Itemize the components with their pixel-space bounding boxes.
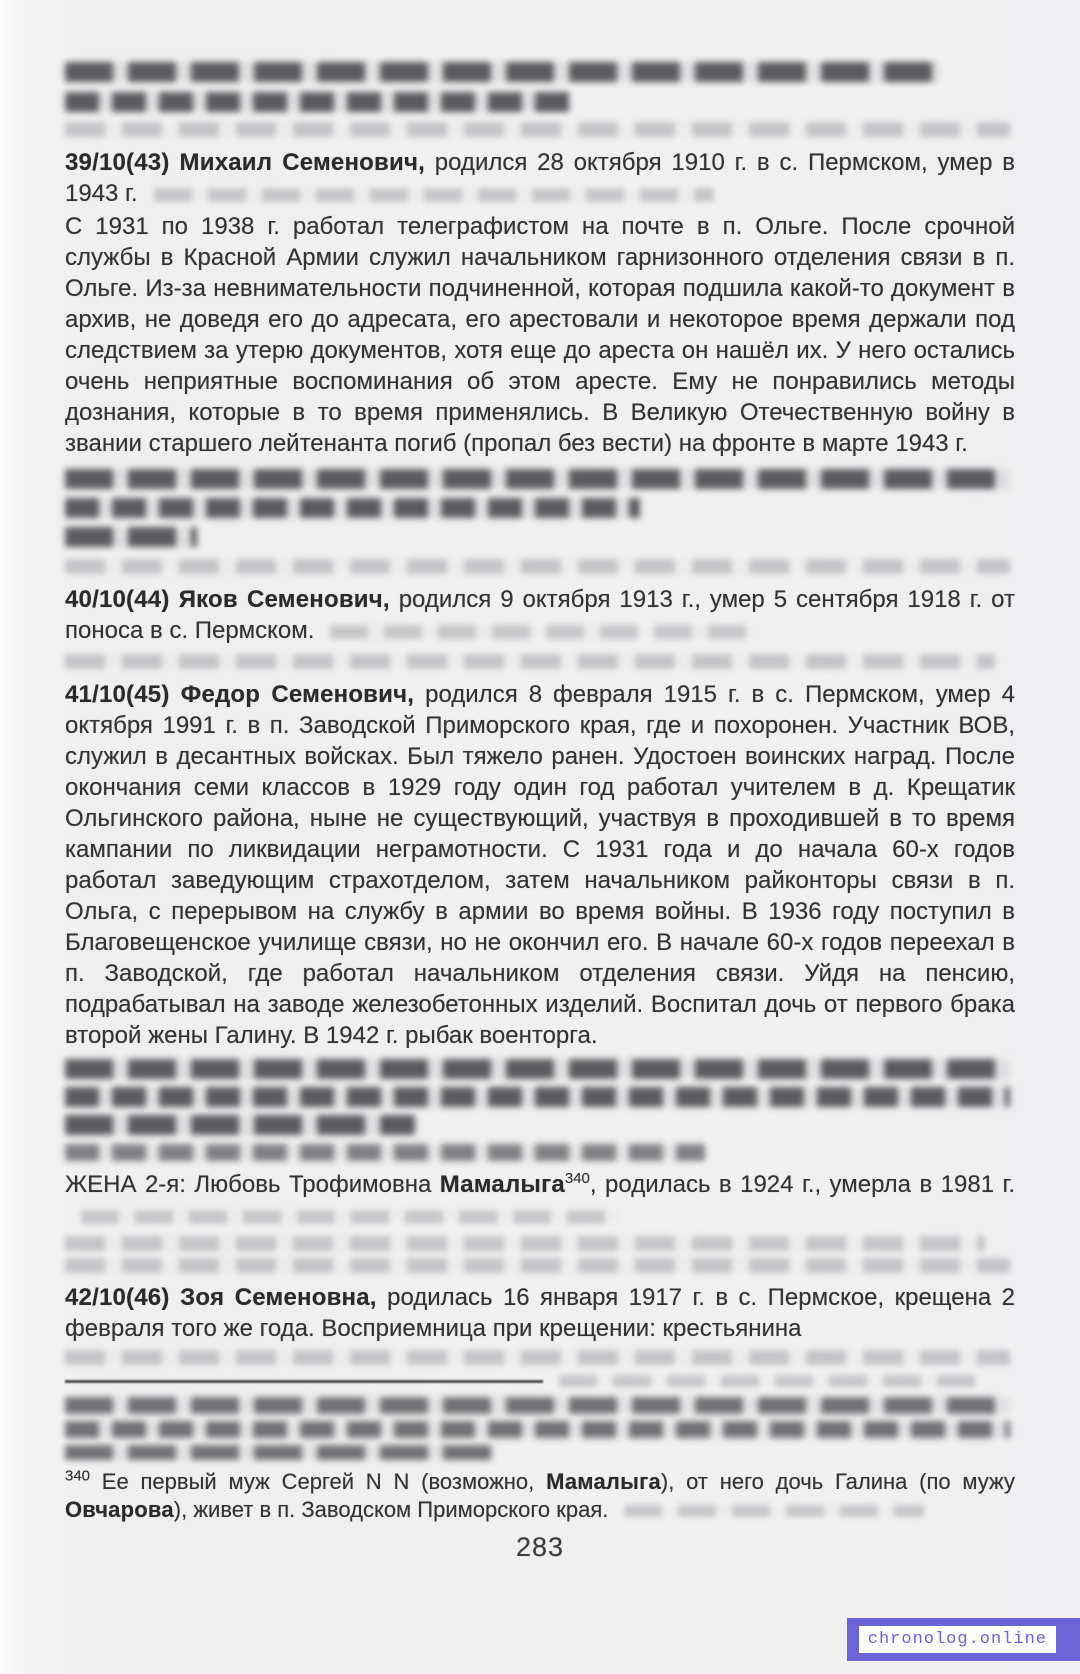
footnote-text-1: Ее первый муж Сергей N N (возможно, [90,1469,547,1494]
entry-39-heading [65,147,1015,209]
footnote-divider [65,1380,543,1383]
ghost-bleedthrough-line [65,1236,985,1251]
blurred-footnote-line [65,1397,1010,1414]
wife2-surname: Мамалыга [439,1171,565,1198]
entry-42-name: Зоя Семеновна, [169,1284,377,1311]
entry-39-number: 39/10(43) [65,149,170,176]
wife2-line [65,1169,1015,1231]
footnote-surname-1: Мамалыга [546,1469,661,1494]
watermark-stamp [847,1618,1080,1661]
ghost-bleedthrough-fragment [559,1375,979,1387]
blurred-footnote-line [65,1445,495,1460]
blurred-text-line [65,469,1010,489]
entry-41-number: 41/10(45) [65,681,170,708]
entry-42-heading [65,1282,1015,1344]
watermark-label: chronolog.online [859,1626,1056,1653]
page-number: 283 [515,1532,565,1562]
blurred-text-line [65,498,640,518]
blurred-text-line [65,92,570,112]
footnote-surname-2: Овчарова [65,1497,174,1522]
ghost-bleedthrough-fragment [154,188,714,202]
ghost-bleedthrough-line [65,1350,1010,1365]
blurred-text-line [65,1087,1010,1107]
entry-39-intro: родился 28 октября 1910 г. в с. Пермском, умер в 1943 г. [65,149,1015,207]
blurred-text-line [65,1059,1010,1079]
entry-40-number: 40/10(44) [65,586,170,613]
blurred-text-line [65,1144,705,1161]
ghost-bleedthrough-line [65,122,1010,137]
page-text-block [65,62,1015,1563]
entry-41-paragraph [65,679,1015,1051]
entry-40-intro: родился 9 октября 1913 г., умер 5 сентября 1918 г. от поноса в с. Пермском. [65,586,1015,644]
wife2-footnote-ref: 340 [564,1170,590,1187]
footnote-text-3: ), живет в п. Заводском Приморского края. [173,1497,609,1522]
entry-40-heading [65,584,1015,646]
ghost-bleedthrough-line [65,654,995,669]
footnote-text-2: ), от него дочь Галина (по мужу [660,1469,1015,1494]
entry-40-name: Яков Семенович, [169,586,390,613]
ghost-bleedthrough-line [65,1258,1010,1273]
entry-39-name: Михаил Семенович, [169,149,425,176]
footnote-divider-row [65,1375,1015,1387]
blurred-footnote-line [65,1421,1010,1438]
blurred-text-line [65,1115,415,1135]
ghost-bleedthrough-fragment [624,1505,924,1517]
blurred-text-line [65,527,197,547]
ghost-bleedthrough-line [65,559,1010,574]
ghost-bleedthrough-fragment [330,625,760,639]
entry-41-name: Федор Семенович, [169,681,415,708]
footnote-340 [65,1468,1015,1524]
wife2-suffix: , родилась в 1924 г., умерла в 1981 г. [589,1171,1015,1198]
entry-42-number: 42/10(46) [65,1284,170,1311]
blurred-text-line [65,62,940,82]
entry-41-body: родился 8 февраля 1915 г. в с. Пермском, умер 4 октября 1991 г. в п. Заводской Приморского края, где и похоронен. Участник ВОВ, служил в десантных войсках. Был тяжело ранен. Удостоен воинских наград. После окончания семи классов в 1929 году один год работал учителем в д. Крещатик Ольгинского района, ныне не существующий, участвуя в проходившей в то время кампании по ликвидации неграмотности. С 1931 года и до начала 60-х годов работал заведующим страхотделом, затем начальником райконторы связи в п. Ольга, с перерывом на службу в армии во время войны. В 1936 году поступил в Благовещенское училище связи, но не окончил его. В начале 60-х годов переехал в п. Заводской, где работал начальником отделения связи. Уйдя на пенсию, подрабатывал на заводе железобетонных изделий. Воспитал дочь от первого брака второй жены Галину. В 1942 г. рыбак военторга. [65,681,1015,1049]
ghost-bleedthrough-fragment [81,1210,621,1224]
entry-39-body: С 1931 по 1938 г. работал телеграфистом на почте в п. Ольге. После срочной службы в Красной Армии служил начальником гарнизонного отделения связи в п. Ольге. Из-за невнимательности подчиненной, которая подшила какой-то документ в архив, не доведя его до адресата, его арестовали и некоторое время держали под следствием за утерю документов, хотя еще до ареста он нашёл их. У него остались очень неприятные воспоминания об этом аресте. Ему не понравились методы дознания, которые в то время применялись. В Великую Отечественную войну в звании старшего лейтенанта погиб (пропал без вести) на фронте в марте 1943 г. [65,213,1015,457]
wife2-prefix: ЖЕНА 2-я: Любовь Трофимовна [65,1171,440,1198]
footnote-marker: 340 [65,1467,91,1485]
entry-42-intro: родилась 16 января 1917 г. в с. Пермское, крещена 2 февраля того же года. Восприемница при крещении: крестьянина [65,1284,1016,1342]
